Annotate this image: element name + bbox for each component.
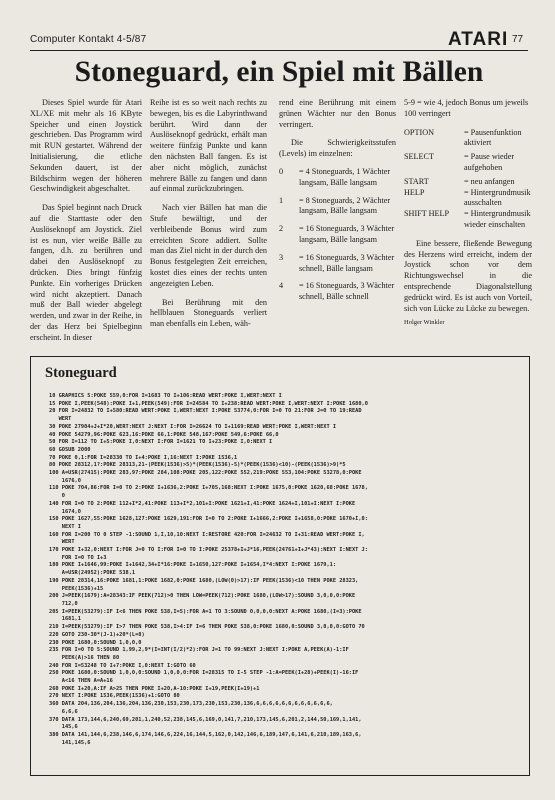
code-line: FOR I=0 TO I+3 (49, 554, 107, 561)
key-description: = Pausenfunktion aktiviert (464, 127, 522, 148)
code-line: 110 POKE 704,86:FOR I=0 TO 2:POKE I+1636,2:POKE I+705,168:NEXT I:POKE 1675,0:POKE 1620,68:POKE 1678, (49, 485, 368, 492)
level-number: 3 (279, 252, 284, 262)
level-item (279, 281, 396, 303)
code-line: 250 POKE 1680,0:SOUND 1,0,0,0:SOUND 1,0,0,0:FOR I=28315 TO I-5 STEP -1:A=PEEK(I+28)+PEEK(I)-16:IF (49, 670, 359, 677)
code-line: 140 FOR I=0 TO 2:POKE 112+I*2,41:POKE 113+I*2,101+I:POKE 1621+I,41:POKE 1624+I,101+I:NEXT I:POKE (49, 500, 356, 507)
code-line: 270 NEXT I:POKE 1536,PEEK(1536)+1:GOTO 80 (49, 693, 180, 700)
code-line: 80 POKE 28312,1?:POKE 28313,21-(PEEK(1536)>5)*(PEEK(1536)-5)*(PEEK(1536)<10)-(PEEK(1536)>9)*5 (49, 462, 346, 469)
code-line: 15 POKE I,PEEK(548):POKE I+1,PEEK(549):FOR I=24584 TO I+238:READ WERT:POKE I,WERT:NEXT I:POKE 1680,0 (49, 400, 368, 407)
key-description: = Pause wieder aufgehoben (464, 152, 515, 172)
code-line: 220 GOTO 230-30*(J-1)+20*(L=8) (49, 631, 145, 638)
code-line: 210 I=PEEK(53279):IF I>7 THEN POKE 538,I>4:IF I=6 THEN POKE 538,0:POKE 1680,0:SOUND 3,0,0,0:GOTO 70 (49, 624, 365, 631)
key-row (404, 209, 532, 231)
code-line: 380 DATA 141,144,6,238,146,6,174,146,6,224,16,144,5,162,0,142,146,6,189,147,6,141,6,210,189,163,6, (49, 731, 362, 738)
article-column-2 (150, 98, 267, 330)
code-line: 190 POKE 28314,16:POKE 1681,1:POKE 1682,0:POKE 1680,(LOW(0)>17):IF PEEK(1536)<10 THEN POKE 28323, (49, 577, 359, 584)
code-line: 100 A=USR(27415):POKE 283,97:POKE 284,108:POKE 205,122:POKE 552,219:POKE 553,104:POKE 53278,0:POKE (49, 470, 362, 477)
code-line: A<16 THEN A=A+16 (49, 678, 113, 685)
key-row (404, 188, 532, 210)
code-line: 70 POKE 0,1:FOR I=28330 TO I+4:POKE I,16:NEXT I:POKE 1536,1 (49, 454, 238, 461)
paragraph: Bei Berührung mit den hellblauen Stoneguards verliert man ebenfalls ein Leben, wäh- (150, 297, 267, 329)
article-column-3 (279, 98, 396, 303)
code-line: NEXT I (49, 523, 81, 530)
key-row (404, 128, 532, 150)
level-description: = 8 Stoneguards, 2 Wächter langsam, Bälle langsam (299, 195, 391, 216)
code-line: 10 GRAPHICS 5:POKE 559,0:FOR I=1683 TO I+106:READ WERT:POKE I,WERT:NEXT I (49, 393, 282, 399)
article-column-4 (404, 98, 532, 329)
code-line: 160 FOR I=200 TO 0 STEP -1:SOUND 1,I,10,10:NEXT I:RESTORE 420:FOR I=24632 TO I+31:READ WERT:POKE I, (49, 531, 365, 538)
brand-logo: ATARI (448, 29, 509, 50)
page-header (30, 30, 528, 50)
code-line: 370 DATA 173,144,6,240,69,201,1,240,52,238,145,6,169,0,141,7,210,173,145,6,201,2,144,50,169,1,141, (49, 716, 362, 723)
level-description: = 16 Stoneguards, 3 Wächter schnell, Bälle langsam (299, 252, 395, 273)
key-row (404, 177, 532, 188)
code-line: 230 POKE 1680,0:SOUND 1,0,0,0 (49, 639, 142, 646)
code-line: 1681,1 (49, 616, 81, 623)
code-line: WERT (49, 416, 72, 423)
level-number: 2 (279, 224, 284, 234)
code-line: 180 POKE I+1646,99:POKE I+1642,34+I*16:POKE I+1650,127:POKE I+1654,I*4:NEXT I:POKE 1679,1: (49, 562, 337, 569)
code-line: 1674,0 (49, 508, 81, 515)
level-description: = 16 Stoneguards, 3 Wächter schnell, Bälle schnell (299, 281, 395, 302)
code-line: 712,0 (49, 600, 78, 607)
code-line: A=USR(24952):POKE 538,1 (49, 570, 136, 577)
key-name: SELECT (404, 152, 435, 162)
key-description: = Hintergrundmusik wieder einschalten (464, 209, 531, 229)
code-line: PEEK(1536)+15 (49, 585, 104, 592)
level-number: 4 (279, 281, 284, 291)
key-description: = neu anfangen (464, 176, 515, 186)
author-name: Holger Winkler (404, 319, 445, 327)
level-number: 1 (279, 195, 284, 205)
code-line: 170 POKE I+32,0:NEXT I:FOR J=0 TO I:FOR I=0 TO I:POKE 25378+I+J*16,PEEK(24761+I+J*43):NEXT I:NEXT J: (49, 547, 368, 554)
level-description: = 4 Stoneguards, 1 Wächter langsam, Bälle langsam (299, 166, 391, 187)
level-number: 0 (279, 166, 284, 176)
code-line: 1676,0 (49, 477, 81, 484)
code-line: 50 FOR I=112 TO I+5:POKE I,0:NEXT I:FOR I=1621 TO I+23:POKE I,0:NEXT I (49, 439, 273, 446)
paragraph: Die Schwierigkeitsstufen (Levels) im einzelnen: (279, 138, 396, 159)
code-line: 260 POKE I+20,A:IF A>25 THEN POKE I+20,A-10:POKE I+19,PEEK(I+19)+1 (49, 685, 260, 692)
code-line: 205 I=PEEK(53279):IF I<6 THEN POKE 538,I=5):FOR A=1 TO 3:SOUND 0,0,0,0:NEXT A:POKE 1680,(I=3):POKE (49, 608, 362, 615)
paragraph: Reihe ist es so weit nach rechts zu bewegen, bis es die Labyrinthwand berührt. Wird dann der Auslöseknopf gedrückt, erhält man weitere fünfzig Punkte und kann den nächsten Ball fangen. Es ist aber nicht möglich, zunächst mehrere Bälle zu fangen und dann auf einmal zurückzubringen. (150, 98, 267, 194)
level-item (279, 253, 396, 275)
paragraph: rend eine Berührung mit einem grünen Wächter nur den Bonus verringert. (279, 98, 396, 129)
code-line: 0 (49, 493, 65, 500)
code-line: 20 FOR I=24832 TO I+580:READ WERT:POKE I,WERT:NEXT I:POKE 53774,0:FOR I=0 TO 21:FOR J=0 TO 19:READ (49, 408, 362, 415)
listing-box (30, 356, 530, 776)
paragraph: Das Spiel beginnt nach Druck auf die Starttaste oder den Auslöseknopf am Joystick. Ziel ist es nun, vier weiße Bälle zu fangen, d.h. zu berühren und dabei den Auslöseknopf zu drücken. Dies bringt fünfzig Punkte. Ein vorheriges Drücken wird nicht akzeptiert. Danach muß der Ball wieder abgelegt werden, und zwar in der Reihe, in der das Herz bei Spielbeginn erscheint. In dieser (30, 203, 142, 342)
paragraph: Dieses Spiel wurde für Atari XL/XE mit mehr als 16 KByte Speicher und einen Joystick geschrieben. Das Programm wird mit RUN gestartet. Während der Initialisierung, die etliche Sekunden dauert, ist der Bildschirm wegen der höheren Geschwindigkeit abgeschaltet. (30, 98, 142, 194)
code-line: 145,6 (49, 724, 78, 731)
level-item (279, 196, 396, 218)
level-item (279, 224, 396, 246)
code-line: 360 DATA 204,136,204,136,204,136,230,153,230,173,230,153,230,136,6,6,6,6,6,6,6,6,6,6,6,6, (49, 701, 333, 708)
listing-title: Stoneguard (45, 365, 117, 381)
article-column-1 (30, 98, 142, 344)
page-number: 77 (512, 34, 524, 45)
code-line: 235 FOR I=0 TO 5:SOUND 1,99,2,9*(I=INT(I/2)*2):FOR J=1 TO 99:NEXT J:NEXT I:POKE A,PEEK(A)-1:IF (49, 647, 349, 654)
code-line: 30 POKE 27904+J+I*20,WERT:NEXT J:NEXT I:FOR I=26624 TO I+1169:READ WERT:POKE I,WERT:NEXT I (49, 423, 337, 430)
level-item (279, 167, 396, 189)
paragraph: Nach vier Bällen hat man die Stufe bewältigt, und der verbleibende Bonus wird zum erreichten Score addiert. Sollte man das Ziel nicht in der durch den Bonus festgelegten Zeit erreichen, kostet dies eines der rechts unten angezeigten Leben. (150, 203, 267, 288)
key-name: OPTION (404, 127, 435, 137)
code-line: 150 POKE 1627,55:POKE 1628,127:POKE 1629,191:FOR I=0 TO 2:POKE I+1666,2:POKE I+1658,0:POKE 1670+I,0: (49, 516, 368, 523)
code-line: 40 POKE 54279,96:POKE 623,16:POKE 66,1:POKE 548,167:POKE 549,6:POKE 66,0 (49, 431, 279, 438)
code-line: 141,145,6 (49, 739, 91, 746)
code-line: 240 FOR I=53248 TO I+7:POKE I,0:NEXT I:GOTO 60 (49, 662, 196, 669)
code-line: 200 J=PEEK(1679):A=28343:IF PEEK(712)>0 THEN LOW=PEEK(712):POKE 1680,(LOW>17):SOUND 3,0,0,0:POKE (49, 593, 356, 600)
level-description: = 16 Stoneguards, 3 Wächter langsam, Bälle langsam (299, 224, 395, 244)
code-line: PEEK(A)>16 THEN 80 (49, 654, 120, 661)
basic-listing (49, 393, 517, 747)
article-title: Stoneguard, ein Spiel mit Bällen (74, 56, 484, 88)
key-row (404, 152, 532, 174)
paragraph: Eine bessere, fließende Bewegung des Herzens wird erreicht, indem der Joystick schon vor dem Richtungswechsel in die entsprechende Diagonalstellung gedrückt wird. Es ist auch von Vorteil, sich von Lücke zu Lücke zu bewegen. (404, 238, 532, 313)
header-rule (30, 50, 528, 51)
key-name: SHIFT HELP (404, 209, 450, 219)
magazine-name: Computer Kontakt 4-5/87 (30, 34, 147, 45)
paragraph: 5-9 = wie 4, jedoch Bonus um jeweils 100 verringert (404, 98, 529, 118)
key-name: START (404, 176, 429, 186)
code-line: 6,6,6 (49, 708, 78, 715)
code-line: 60 GOSUB 2000 (49, 446, 91, 453)
code-line: WERT (49, 539, 75, 546)
key-description: = Hintergrundmusik ausschalten (464, 187, 531, 208)
key-name: HELP (404, 187, 425, 197)
